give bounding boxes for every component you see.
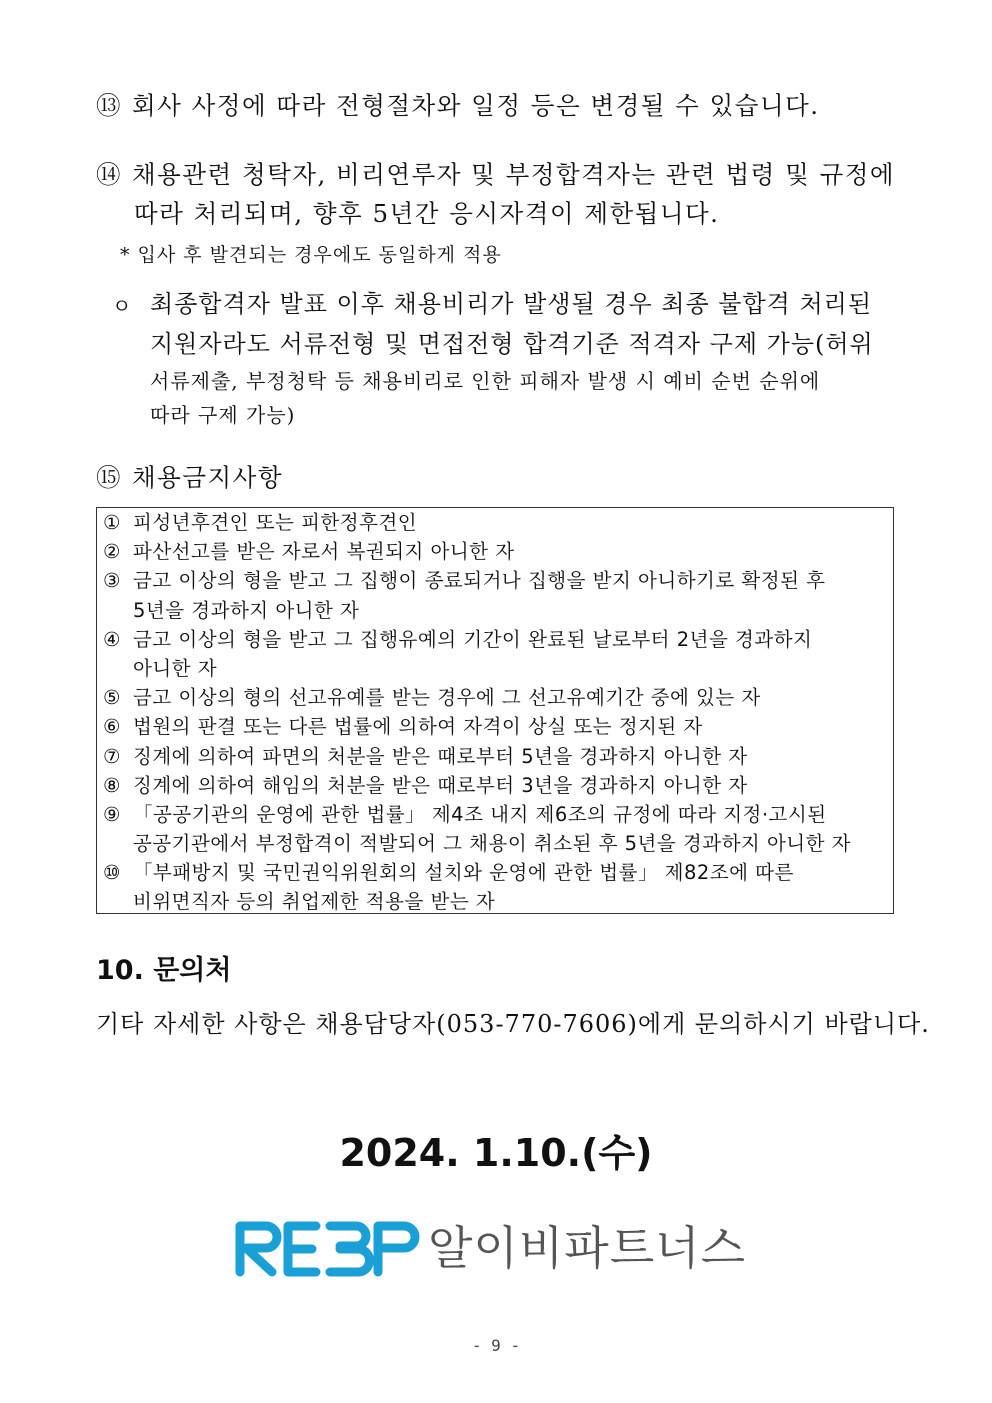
list-item-mark: ③ — [103, 569, 121, 593]
circle-item-line2: 지원자라도 서류전형 및 면접전형 합격기준 적격자 구제 가능(허위 — [150, 330, 874, 358]
list-item-mark: ⑨ — [103, 802, 121, 826]
list-item-mark: ⑤ — [103, 686, 121, 710]
list-item-mark: ④ — [103, 627, 121, 651]
list-item-text: 파산선고를 받은 자로서 복권되지 아니한 자 — [133, 540, 515, 564]
item-13-text: 회사 사정에 따라 전형절차와 일정 등은 변경될 수 있습니다. — [132, 91, 820, 120]
list-item — [97, 800, 893, 829]
item-14-line1: 채용관련 청탁자, 비리연루자 및 부정합격자는 관련 법령 및 규정에 — [132, 160, 896, 189]
section-10-heading: 10. 문의처 — [96, 955, 232, 986]
list-item-text: 「공공기관의 운영에 관한 법률」 제4조 내지 제6조의 규정에 따라 지정·고시된 — [133, 802, 827, 826]
list-item-mark: ② — [103, 540, 121, 564]
company-name: 알이비파트너스 — [428, 1221, 747, 1275]
list-item-mark: ⑥ — [103, 715, 121, 739]
item-13-number: ⑬ — [96, 91, 122, 120]
list-item — [97, 887, 893, 916]
list-item-text: 법원의 판결 또는 다른 법률에 의하여 자격이 상실 또는 정지된 자 — [133, 715, 703, 739]
list-item — [97, 742, 893, 771]
list-item-mark: ① — [103, 511, 121, 534]
circle-item-line3: 서류제출, 부정청탁 등 채용비리로 인한 피해자 발생 시 예비 순번 순위에 — [150, 369, 821, 393]
list-item-text: 비위면직자 등의 취업제한 적용을 받는 자 — [133, 890, 496, 914]
list-item — [97, 508, 893, 537]
list-item-mark: ⑩ — [103, 861, 121, 885]
list-item-text: 금고 이상의 형의 선고유예를 받는 경우에 그 선고유예기간 중에 있는 자 — [133, 686, 761, 710]
prohibitions-box — [96, 507, 894, 914]
list-item — [97, 537, 893, 566]
list-item-mark: ⑧ — [103, 773, 121, 797]
list-item-text: 5년을 경과하지 아니한 자 — [133, 598, 360, 622]
item-15 — [96, 458, 896, 497]
company-logo — [232, 1210, 762, 1280]
list-item-text: 아니한 자 — [133, 656, 218, 680]
list-item — [97, 566, 893, 595]
list-item — [97, 596, 893, 625]
contact-text: 기타 자세한 사항은 채용담당자(053-770-7606)에게 문의하시기 바랍니다. — [96, 1010, 930, 1038]
list-item-text: 징계에 의하여 해임의 처분을 받은 때로부터 3년을 경과하지 아니한 자 — [133, 773, 748, 797]
item-14 — [96, 155, 896, 233]
item-15-title: 채용금지사항 — [132, 463, 284, 492]
list-item — [97, 654, 893, 683]
list-item-mark: ⑦ — [103, 744, 121, 768]
item-15-number: ⑮ — [96, 463, 122, 492]
list-item — [97, 683, 893, 712]
page-number: - 9 - — [471, 1336, 521, 1355]
list-item-text: 「부패방지 및 국민권익위원회의 설치와 운영에 관한 법률」 제82조에 따른 — [133, 861, 794, 885]
item-13 — [96, 86, 896, 125]
list-item — [97, 829, 893, 858]
list-item-text: 공공기관에서 부정합격이 적발되어 그 채용이 취소된 후 5년을 경과하지 아니한 자 — [133, 832, 852, 856]
item-14-number: ⑭ — [96, 160, 122, 189]
rebp-logo-icon — [232, 1210, 422, 1280]
list-item-text: 금고 이상의 형을 받고 그 집행이 종료되거나 집행을 받지 아니하기로 확정된 후 — [133, 569, 826, 593]
list-item — [97, 771, 893, 800]
list-item-text: 금고 이상의 형을 받고 그 집행유예의 기간이 완료된 날로부터 2년을 경과하지 — [133, 627, 813, 651]
list-item-text: 피성년후견인 또는 피한정후견인 — [133, 511, 418, 534]
item-14-line2: 따라 처리되며, 향후 5년간 응시자격이 제한됩니다. — [134, 199, 720, 228]
circle-item-line4: 따라 구제 가능) — [150, 403, 296, 427]
document-date: 2024. 1.10.(수) — [339, 1131, 653, 1175]
circle-item-line1: 최종합격자 발표 이후 채용비리가 발생될 경우 최종 불합격 처리된 — [150, 290, 872, 318]
list-item-text: 징계에 의하여 파면의 처분을 받은 때로부터 5년을 경과하지 아니한 자 — [133, 744, 748, 768]
list-item — [97, 625, 893, 654]
list-item — [97, 858, 893, 887]
item-14-note: * 입사 후 발견되는 경우에도 동일하게 적용 — [120, 244, 502, 266]
circle-item — [112, 284, 896, 432]
circle-bullet: ㅇ — [112, 294, 133, 318]
list-item — [97, 712, 893, 741]
